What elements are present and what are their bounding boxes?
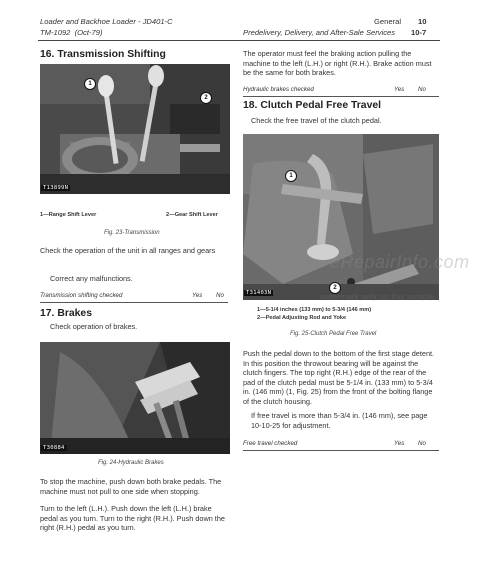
check-rule (40, 302, 228, 303)
section-17-para-2: Turn to the left (L.H.). Push down the left (L.H.) brake pedal as you turn. Turn to the right (R.H.). Push down the right (R.H.) pedal as you turn. (40, 504, 225, 533)
callout-2: 2 (200, 92, 212, 104)
photo-stamp: T31403N (246, 290, 272, 296)
transmission-no: No (216, 292, 224, 299)
free-travel-no: No (418, 440, 426, 447)
check-rule (243, 450, 439, 451)
section-18-title: 18. Clutch Pedal Free Travel (243, 100, 382, 111)
legend-range-shift: 1—Range Shift Lever (40, 212, 97, 218)
legend-gear-shift: 2—Gear Shift Lever (166, 212, 218, 218)
callout-2: 2 (329, 282, 341, 294)
header-tm-number: TM-1092 (40, 28, 71, 37)
header-left-tm (40, 28, 102, 37)
section-18-para-2: If free travel is more than 5-3/4 in. (146 mm), see page 10-10-25 for adjustment. (251, 411, 428, 430)
transmission-yes: Yes (192, 292, 203, 299)
watermark-sample-note: watermark only on this sample (320, 292, 435, 301)
braking-action-para: The operator must feel the braking action pulling the machine to the left (L.H.) or right (R.H.). Brake action must be the same for both brakes. (243, 49, 432, 78)
section-17-para-1: To stop the machine, push down both brake pedals. The machine must not pull to one side when stopping. (40, 477, 222, 496)
section-18-para-1: Push the pedal down to the bottom of the first stage detent. In this position the throwout bearing will be against the clutch fingers. The top right (R.H.) edge of the rear of the pad of the clutch pedal must be 5-1/4 in. (133 mm) to 5-3/4 in. (146 mm) (1, Fig. 25) from the front of the bolting flange of the clutch housing. (243, 349, 435, 406)
callout-1: 1 (84, 78, 96, 90)
section-17-intro: Check operation of brakes. (50, 322, 138, 331)
brakes-check-label: Hydraulic brakes checked (243, 86, 314, 93)
section-16-para-1: Check the operation of the unit in all ranges and gears (40, 246, 216, 255)
section-18-intro: Check the free travel of the clutch pedal. (251, 116, 382, 125)
section-16-title: 16. Transmission Shifting (40, 49, 166, 60)
fig-23-caption: Fig. 23-Transmission (104, 230, 160, 236)
clutch-pedal-photo (243, 134, 439, 300)
header-subtitle: Predelivery, Delivery, and After-Sale Services (243, 28, 396, 37)
transmission-photo (40, 64, 230, 194)
section-17-title: 17. Brakes (40, 308, 92, 319)
header-date: (Oct-79) (74, 28, 103, 37)
free-travel-check-label: Free travel checked (243, 440, 298, 447)
header-rule (38, 40, 440, 41)
header-page-number: 10-7 (411, 28, 427, 37)
brakes-no: No (418, 86, 426, 93)
legend-adjusting-rod: 2—Pedal Adjusting Rod and Yoke (257, 315, 347, 321)
brakes-photo (40, 342, 230, 454)
photo-stamp: T30884 (43, 445, 65, 451)
header-left-title: Loader and Backhoe Loader - JD401-C (40, 17, 173, 26)
free-travel-yes: Yes (394, 440, 405, 447)
legend-free-travel: 1—5-1/4 inches (133 mm) to 5-3/4 (146 mm) (257, 307, 372, 313)
section-16-para-2: Correct any malfunctions. (50, 274, 133, 283)
check-rule (243, 96, 439, 97)
transmission-check-label: Transmission shifting checked (40, 292, 123, 299)
header-section-number: 10 (418, 17, 427, 26)
fig-25-caption: Fig. 25-Clutch Pedal Free Travel (290, 331, 377, 337)
brakes-yes: Yes (394, 86, 405, 93)
fig-24-caption: Fig. 24-Hydraulic Brakes (98, 460, 164, 466)
photo-stamp: T13899N (43, 185, 69, 191)
callout-1: 1 (285, 170, 297, 182)
watermark-site: eRepairInfo.com (330, 252, 470, 272)
header-general: General (374, 17, 402, 26)
